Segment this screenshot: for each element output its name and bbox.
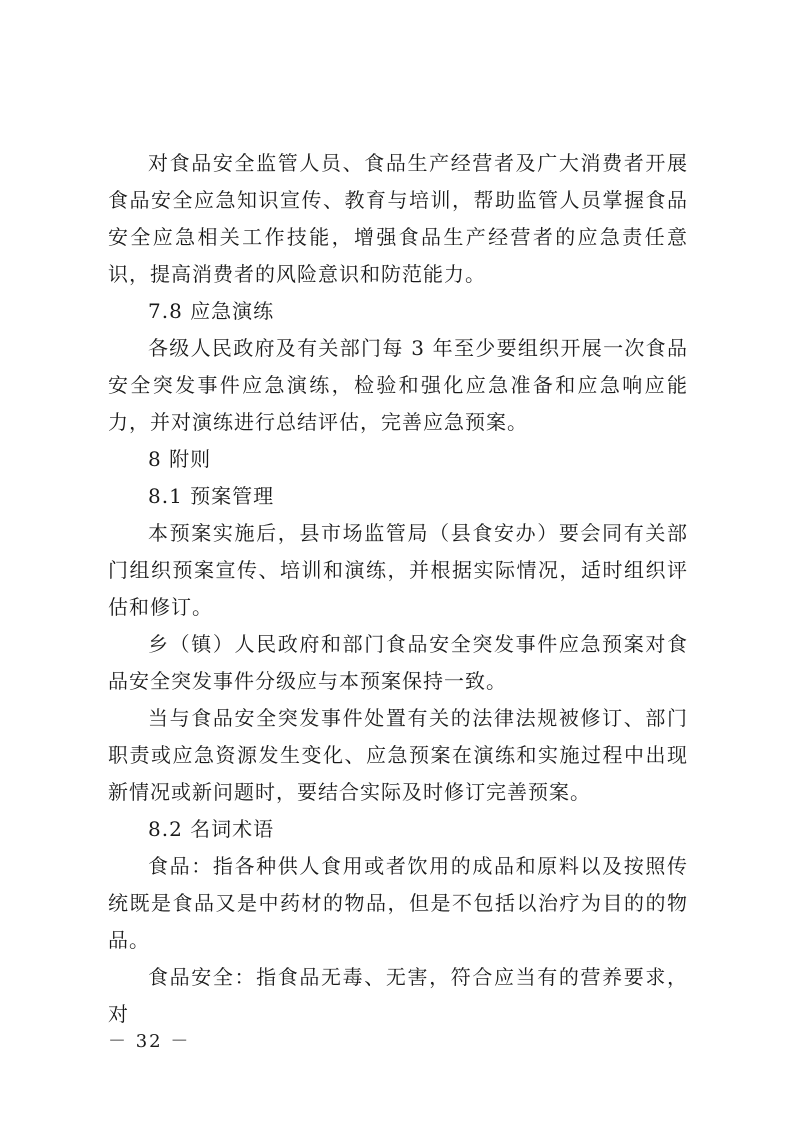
paragraph-emergency-training: 对食品安全监管人员、食品生产经营者及广大消费者开展食品安全应急知识宣传、教育与培训，帮助监管人员掌握食品安全应急相关工作技能，增强食品生产经营者的应急责任意识，提高消费者的风险意识和防范能力。 [108,151,688,286]
page-number: － 32 － [108,1031,191,1052]
paragraph-plan-management: 本预案实施后，县市场监管局（县食安办）要会同有关部门组织预案宣传、培训和演练，并根据实际情况，适时组织评估和修订。 [108,521,688,619]
section-heading-8-1: 8.1 预案管理 [148,484,275,508]
paragraph-definition-food: 食品：指各种供人食用或者饮用的成品和原料以及按照传统既是食品又是中药材的物品，但是不包括以治疗为目的的物品。 [108,854,688,952]
paragraph-township-plan: 乡（镇）人民政府和部门食品安全突发事件应急预案对食品安全突发事件分级应与本预案保持一致。 [108,632,688,693]
section-heading-7-8: 7.8 应急演练 [148,299,275,323]
paragraph-emergency-drill: 各级人民政府及有关部门每 3 年至少要组织开展一次食品安全突发事件应急演练，检验和强化应急准备和应急响应能力，并对演练进行总结评估，完善应急预案。 [108,336,688,434]
paragraph-plan-revision: 当与食品安全突发事件处置有关的法律法规被修订、部门职责或应急资源发生变化、应急预案在演练和实施过程中出现新情况或新问题时，要结合实际及时修订完善预案。 [108,706,688,804]
document-body [108,145,688,1033]
paragraph-definition-food-safety: 食品安全：指食品无毒、无害，符合应当有的营养要求，对 [108,965,688,1026]
section-heading-8-2: 8.2 名词术语 [148,817,275,841]
chapter-heading-8: 8 附则 [148,447,212,471]
